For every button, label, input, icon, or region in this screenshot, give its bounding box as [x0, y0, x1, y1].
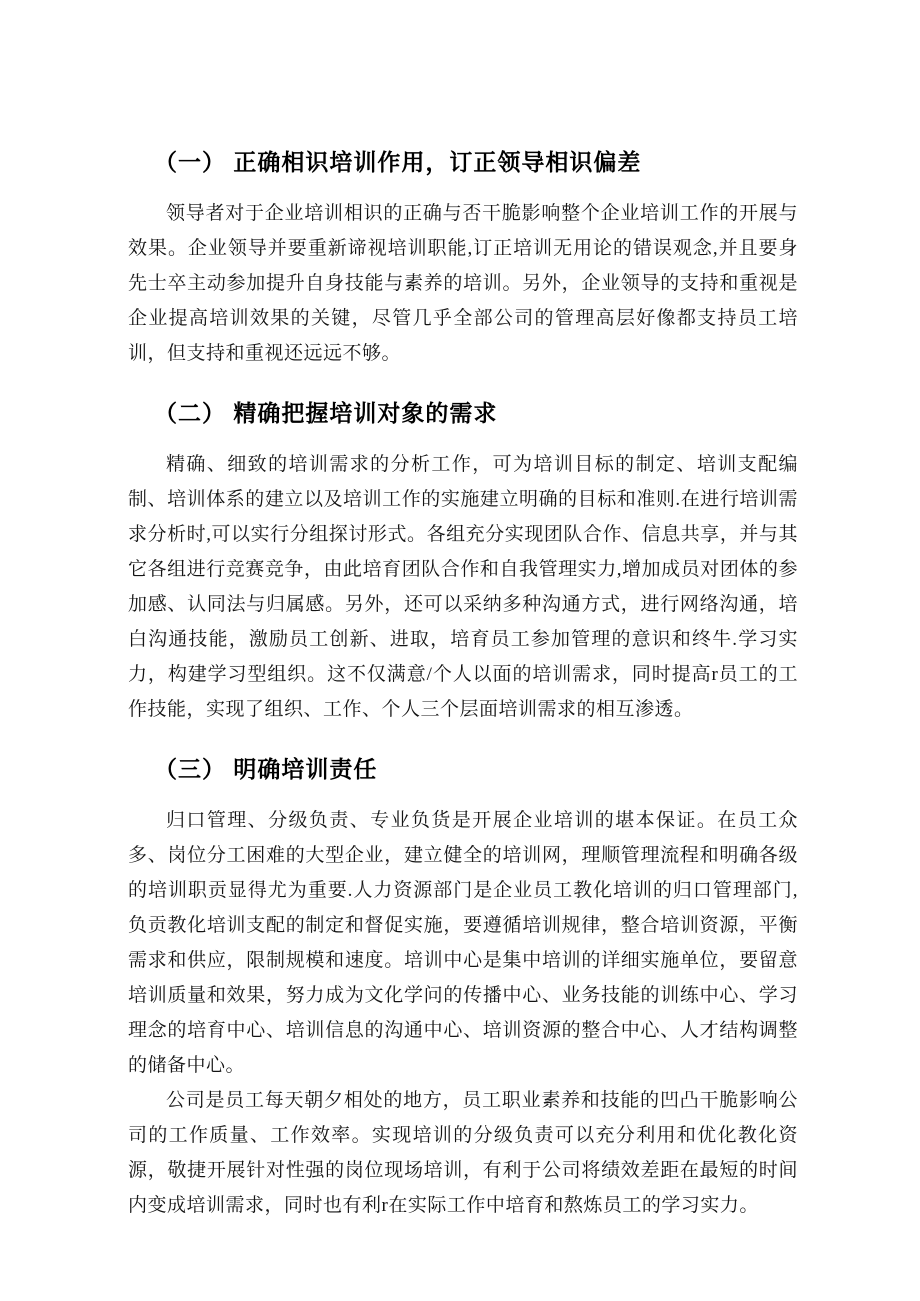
section-correct-understanding: [128, 146, 798, 371]
section-1-heading: （一） 正确相识培训作用，订正领导相识偏差: [154, 149, 642, 175]
section-2-heading: （二） 精确把握培训对象的需求: [154, 400, 498, 426]
section-1-paragraph-1: 领导者对于企业培训相识的正确与否干脆影响整个企业培训工作的开展与效果。企业领导并要重新谛视培训职能,订正培训无用论的错误观念,并且要身先士卒主动参加提升自身技能与素养的培训。另外，企业领导的支持和重视是企业提高培训效果的关键，尽管几乎全部公司的管理高层好像都支持员工培训，但支持和重视还远远不够。: [128, 203, 798, 364]
section-3-paragraph-1: 归口管理、分级负责、专业负货是开展企业培训的堪本保证。在员工众多、岗位分工困难的大型企业，建立健全的培训网，理顺管理流程和明确各级的培训职贡显得尤为重要.人力资源部门是企业员工教化培训的归口管理部门,负贡教化培训支配的制定和督促实施，要遵循培训规律，整合培训资源，平衡需求和供应，限制规模和速度。培训中心是集中培训的详细实施单位，要留意培训质量和效果，努力成为文化学问的传播中心、业务技能的训练中心、学习理念的培育中心、培训信息的沟通中心、培训资源的整合中心、人才结构调整的储备中心。: [128, 810, 798, 1076]
section-clarify-training-responsibility: [128, 753, 798, 1223]
section-grasp-training-needs: [128, 397, 798, 727]
section-3-heading: （三） 明确培训责任: [154, 756, 378, 782]
section-2-paragraph-1: 精确、细致的培训需求的分析工作，可为培训目标的制定、培训支配编制、培训体系的建立以及培训工作的实施建立明确的目标和准则.在进行培训需求分析时,可以实行分组探讨形式。各组充分实现团队合作、信息共享，并与其它各组进行竞赛竞争，由此培育团队合作和自我管理实力,增加成员对团体的参加感、认同法与归属感。另外，还可以采纳多种沟通方式，进行网络沟通，培白沟通技能，激励员工创新、进取，培育员工参加管理的意识和终牛.学习实力，构建学习型组织。这不仅满意/个人以面的培训需求，同时提高r员工的工作技能，实现了组织、工作、个人三个层面培训需求的相互渗透。: [128, 454, 798, 720]
section-3-paragraph-2: 公司是员工每天朝夕相处的地方，员工职业素养和技能的凹凸干脆影响公司的工作质量、工作效率。实现培训的分级负责可以充分利用和优化教化资源，敬捷开展针对性强的岗位现场培训，有利于公司将绩效差距在最短的时间内变成培训需求，同时也有利r在实际工作中培育和熬炼员工的学习实力。: [128, 1090, 798, 1216]
